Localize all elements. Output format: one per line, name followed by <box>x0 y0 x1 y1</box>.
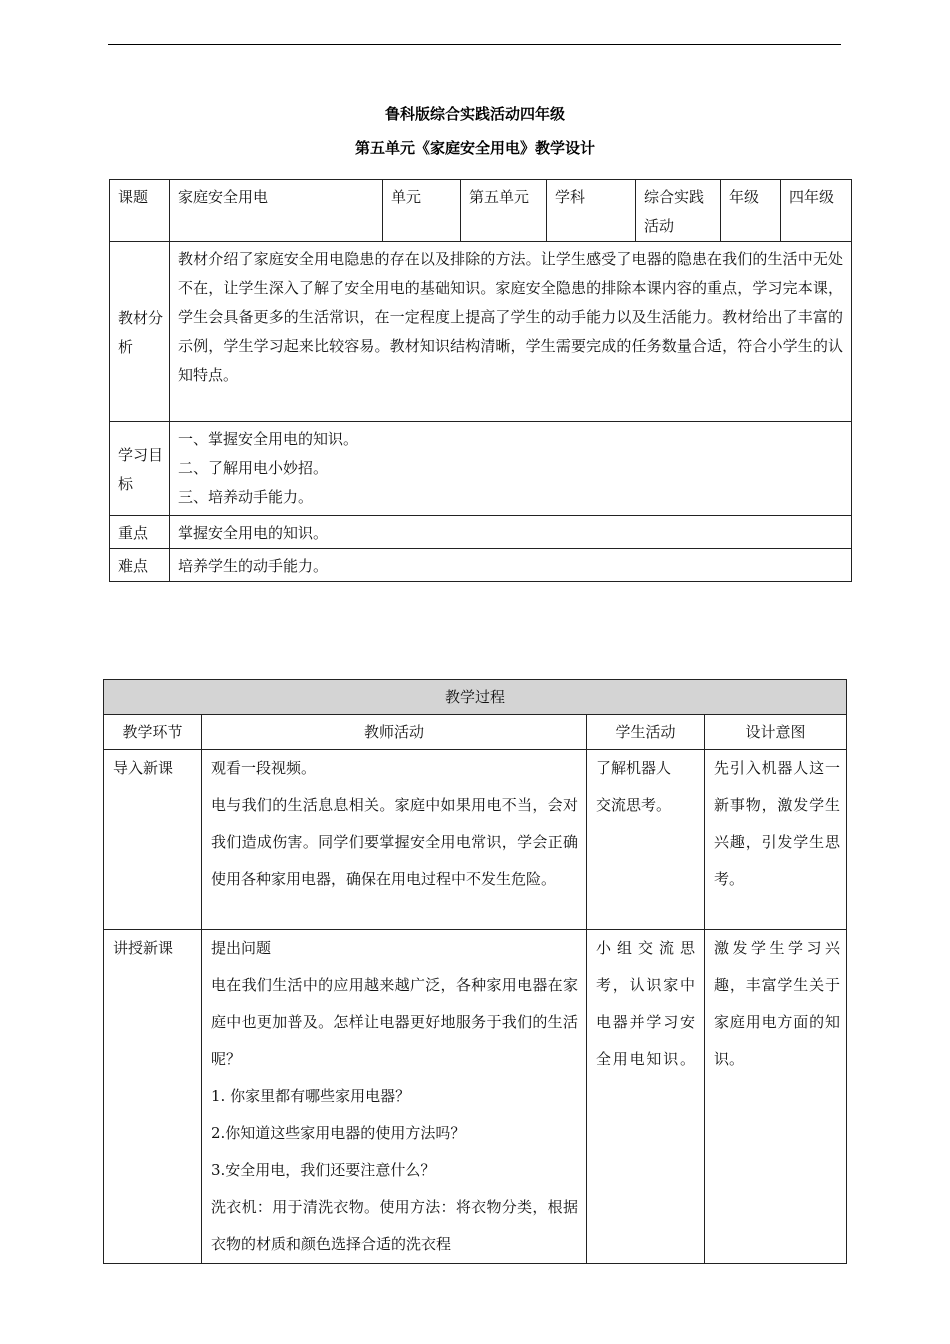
teacher-line: 2.你知道这些家用电器的使用方法吗？ <box>211 1124 466 1142</box>
column-header-stage: 教学环节 <box>104 715 202 750</box>
process-heading: 教学过程 <box>104 680 847 715</box>
key-row <box>110 516 852 549</box>
teacher-line: 观看一段视频。 <box>211 759 317 777</box>
design-intent-cell: 激发学生学习兴趣，丰富学生关于家庭用电方面的知识。 <box>705 930 847 1264</box>
lesson-info-table <box>109 179 852 582</box>
topic-row <box>110 180 852 242</box>
analysis-text: 教材介绍了家庭安全用电隐患的存在以及排除的方法。让学生感受了电器的隐患在我们的生活中无处不在，让学生深入了解了安全用电的基础知识。家庭安全隐患的排除本课内容的重点，学习完本课，学生会具备更多的生活常识，在一定程度上提高了学生的动手能力以及生活能力。教材给出了丰富的示例，学生学习起来比较容易。教材知识结构清晰，学生需要完成的任务数量合适，符合小学生的认知特点。 <box>170 242 852 422</box>
goal-item: 三、培养动手能力。 <box>178 488 314 506</box>
goal-item: 一、掌握安全用电的知识。 <box>178 430 359 448</box>
teacher-line: 电在我们生活中的应用越来越广泛，各种家用电器在家庭中也更加普及。怎样让电器更好地服务于我们的生活呢？ <box>211 976 578 1068</box>
analysis-label: 教材分析 <box>110 242 170 422</box>
table-row <box>104 750 847 930</box>
teacher-activity-cell <box>202 930 587 1264</box>
student-line: 交流思考。 <box>596 796 672 814</box>
grade-value: 四年级 <box>781 180 852 242</box>
goals-list <box>170 422 852 516</box>
goals-row <box>110 422 852 516</box>
table-row <box>104 930 847 1264</box>
student-line: 小组交流思考，认识家中电器并学习安全用电知识。 <box>596 939 695 1068</box>
teacher-line: 电与我们的生活息息相关。家庭中如果用电不当，会对我们造成伤害。同学们要掌握安全用电常识，学会正确使用各种家用电器，确保在用电过程中不发生危险。 <box>211 796 578 888</box>
stage-cell: 导入新课 <box>104 750 202 930</box>
grade-label: 年级 <box>721 180 781 242</box>
key-value: 掌握安全用电的知识。 <box>170 516 852 549</box>
unit-value: 第五单元 <box>461 180 547 242</box>
column-header-intent: 设计意图 <box>705 715 847 750</box>
topic-value: 家庭安全用电 <box>170 180 383 242</box>
teaching-process-table <box>103 679 847 1264</box>
student-line: 了解机器人 <box>596 759 672 777</box>
analysis-row <box>110 242 852 422</box>
difficulty-row <box>110 549 852 582</box>
subject-label: 学科 <box>547 180 636 242</box>
topic-label: 课题 <box>110 180 170 242</box>
stage-cell: 讲授新课 <box>104 930 202 1264</box>
header-rule <box>108 44 841 45</box>
goals-label: 学习目标 <box>110 422 170 516</box>
document-title: 鲁科版综合实践活动四年级 <box>384 105 565 123</box>
goal-item: 二、了解用电小妙招。 <box>178 459 329 477</box>
teacher-line: 洗衣机：用于清洗衣物。使用方法：将衣物分类，根据衣物的材质和颜色选择合适的洗衣程 <box>211 1198 578 1253</box>
column-header-student: 学生活动 <box>587 715 705 750</box>
design-intent-cell: 先引入机器人这一新事物，激发学生兴趣，引发学生思考。 <box>705 750 847 930</box>
teacher-line: 1. 你家里都有哪些家用电器？ <box>211 1087 411 1105</box>
column-header-row <box>104 715 847 750</box>
subject-value: 综合实践活动 <box>636 180 721 242</box>
student-activity-cell <box>587 930 705 1264</box>
teacher-activity-cell <box>202 750 587 930</box>
document-subtitle: 第五单元《家庭安全用电》教学设计 <box>354 139 595 157</box>
teacher-line: 3.安全用电，我们还要注意什么？ <box>211 1161 436 1179</box>
process-heading-row <box>104 680 847 715</box>
student-activity-cell <box>587 750 705 930</box>
teacher-line: 提出问题 <box>211 939 272 957</box>
difficulty-label: 难点 <box>110 549 170 582</box>
difficulty-value: 培养学生的动手能力。 <box>170 549 852 582</box>
key-label: 重点 <box>110 516 170 549</box>
unit-label: 单元 <box>383 180 461 242</box>
column-header-teacher: 教师活动 <box>202 715 587 750</box>
